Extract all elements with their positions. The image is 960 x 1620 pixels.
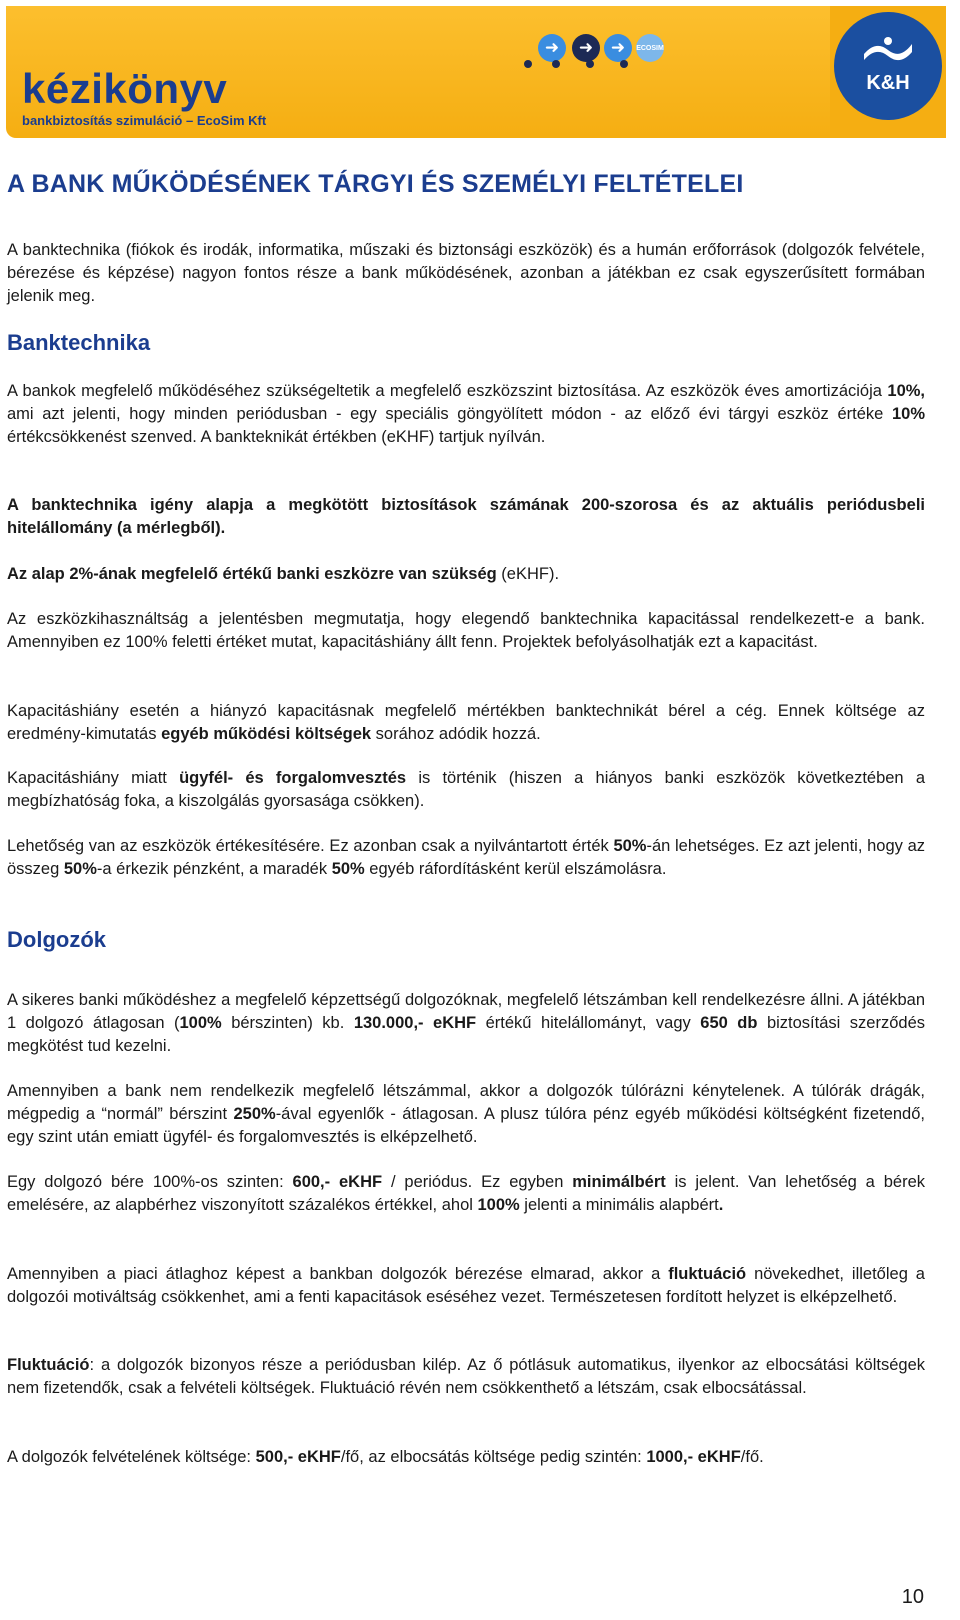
paragraph: Kapacitáshiány miatt ügyfél- és forgalomvesztés is történik (hiszen a hiányos banki eszközök következtében a megbízhatóság foka, a kiszolgálás gyorsasága csökken). [7, 769, 925, 810]
paragraph: Egy dolgozó bére 100%-os szinten: 600,- eKHF / periódus. Ez egyben minimálbért is jelent. Van lehetőség a bérek emelésére, az alapbérhez viszonyított százalékos értékkel, ahol 100% jelenti a minimális alapbért. [7, 1173, 925, 1214]
page-title: A BANK MŰKÖDÉSÉNEK TÁRGYI ÉS SZEMÉLYI FELTÉTELEI [7, 170, 744, 198]
arrow-right-icon[interactable]: ➜ [538, 34, 566, 62]
banner-title: kézikönyv [22, 65, 228, 112]
paragraph: Az eszközkihasználtság a jelentésben megmutatja, hogy elegendő banktechnika kapacitással rendelkezett-e a bank. Amennyiben ez 100% feletti értéket mutat, kapacitáshiány állt fenn. Projektek befolyásolhatják ezt a kapacitást. [7, 610, 925, 651]
nav-dot-icon [524, 60, 532, 68]
nav-dot-icon [552, 60, 560, 68]
banner-subtitle: bankbiztosítás szimuláció – EcoSim Kft [22, 113, 267, 128]
logo-wave-icon [862, 36, 914, 62]
paragraph: Kapacitáshiány esetén a hiányzó kapacitásnak megfelelő mértékben banktechnikát bérel a cég. Ennek költsége az eredmény-kimutatás egyéb működési költségek sorához adódik hozzá. [7, 702, 925, 743]
paragraph: A dolgozók felvételének költsége: 500,- eKHF/fő, az elbocsátás költsége pedig szintén: 1000,- eKHF/fő. [7, 1448, 764, 1466]
paragraph: A banktechnika igény alapja a megkötött biztosítások számának 200-szorosa és az aktuális periódusbeli hitelállomány (a mérlegből). [7, 496, 925, 537]
nav-icons [524, 30, 704, 74]
logo-text: K&H [866, 72, 910, 94]
page-number: 10 [901, 1586, 924, 1608]
nav-dot-icon [620, 60, 628, 68]
paragraph: Fluktuáció: a dolgozók bizonyos része a periódusban kilép. Az ő pótlásuk automatikus, ilyenkor az elbocsátási költségek nem fizetendők, csak a felvételi költségek. Fluktuáció révén nem csökkenthető a létszám, csak elbocsátással. [7, 1356, 925, 1397]
paragraph: A bankok megfelelő működéséhez szükségeltetik a megfelelő eszközszint biztosítása. Az eszközök éves amortizációja 10%, ami azt jelenti, hogy minden periódusban - egy speciális göngyölített módon - az előző évi tárgyi eszköz értéke 10% értékcsökkenést szenved. A bankteknikát értékben (eKHF) tartjuk nyílván. [7, 382, 925, 446]
paragraph: Az alap 2%-ának megfelelő értékű banki eszközre van szükség (eKHF). [7, 565, 560, 583]
paragraph: Amennyiben a piaci átlaghoz képest a bankban dolgozók bérezése elmarad, akkor a fluktuáció növekedhet, illetőleg a dolgozói motiváltság csökkenhet, ami a fenti kapacitások eséséhez vezet. Természetesen fordított helyzet is elképzelhető. [7, 1265, 925, 1306]
paragraph: Amennyiben a bank nem rendelkezik megfelelő létszámmal, akkor a dolgozók túlórázni kénytelenek. A túlórák drágák, mégpedig a “normál” bérszint 250%-ával egyenlők - átlagosan. A plusz túlóra pénz egyéb működési költségként fizetendő, egy szint után emiatt ügyfél- és forgalomvesztés is elképzelhető. [7, 1082, 925, 1146]
section-heading-dolgozok: Dolgozók [7, 927, 106, 952]
header-banner [6, 6, 946, 138]
paragraph: A sikeres banki működéshez a megfelelő képzettségű dolgozóknak, megfelelő létszámban kell rendelkezésre állni. A játékban 1 dolgozó átlagosan (100% bérszinten) kb. 130.000,- eKHF értékű hitelállományt, vagy 650 db biztosítási szerződés megkötést tud kezelni. [7, 991, 925, 1055]
section-heading-banktechnika: Banktechnika [7, 330, 151, 355]
arrow-right-icon[interactable]: ➜ [604, 34, 632, 62]
paragraph: Lehetőség van az eszközök értékesítésére. Ez azonban csak a nyilvántartott érték 50%-án lehetséges. Ez azt jelenti, hogy az összeg 50%-a érkezik pénzként, a maradék 50% egyéb ráfordításként kerül elszámolásra. [7, 837, 925, 878]
arrow-right-icon[interactable]: ➜ [572, 34, 600, 62]
intro-paragraph: A banktechnika (fiókok és irodák, informatika, műszaki és biztonsági eszközök) és a humán erőforrások (dolgozók felvétele, bérezése és képzése) nagyon fontos része a bank működésének, azonban a játékban ez csak egyszerűsített formában jelenik meg. [7, 241, 925, 305]
nav-dot-icon [586, 60, 594, 68]
ecosim-icon[interactable]: ECOSIM [636, 34, 664, 62]
logo-circle [834, 12, 942, 120]
logo [830, 6, 946, 138]
